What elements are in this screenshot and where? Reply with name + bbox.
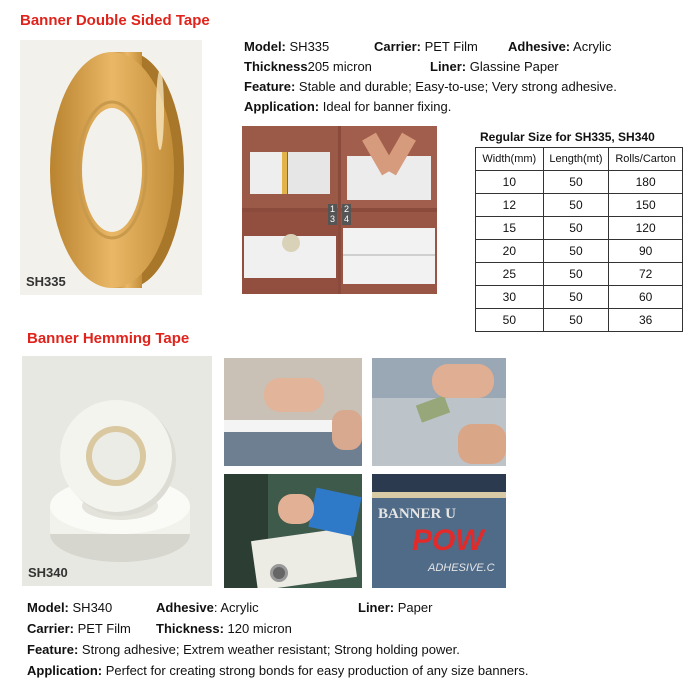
hemming-photo-4-banner xyxy=(372,474,506,588)
application-label-2: Application: xyxy=(27,663,103,678)
adhesive-label: Adhesive: xyxy=(508,39,571,54)
cell-width: 50 xyxy=(476,309,544,332)
carrier-value-2: PET Film xyxy=(77,621,131,636)
hemming-photo-3 xyxy=(224,474,362,588)
cell-length: 50 xyxy=(543,240,609,263)
thickness-label: Thickness xyxy=(244,59,308,74)
adhesive-value: Acrylic xyxy=(573,39,612,54)
adhesive-label-2: Adhesive xyxy=(156,600,214,615)
table-row xyxy=(476,286,683,309)
cell-length: 50 xyxy=(543,194,609,217)
banner-text-3: ADHESIVE.C xyxy=(428,562,495,574)
step-1-panel xyxy=(242,126,338,208)
cell-length: 50 xyxy=(543,263,609,286)
carrier-label: Carrier: xyxy=(374,39,421,54)
liner-label: Liner: xyxy=(430,59,467,74)
table-row xyxy=(476,194,683,217)
product-caption-sh335: SH335 xyxy=(26,274,66,289)
cell-rolls: 150 xyxy=(609,194,683,217)
cell-length: 50 xyxy=(543,286,609,309)
table-row xyxy=(476,309,683,332)
cell-width: 25 xyxy=(476,263,544,286)
model-value: SH335 xyxy=(289,39,330,54)
table-row xyxy=(476,171,683,194)
carrier-spec xyxy=(374,37,478,57)
thickness-label-2: Thickness: xyxy=(156,621,224,636)
table-row xyxy=(476,217,683,240)
banner-text-1: BANNER U xyxy=(378,506,456,522)
application-spec xyxy=(244,97,451,117)
model-label-2: Model: xyxy=(27,600,69,615)
liner-value-2: Paper xyxy=(397,600,433,615)
amber-tape-roll-image xyxy=(20,40,202,295)
size-table xyxy=(475,147,683,332)
cell-length: 50 xyxy=(543,309,609,332)
cell-rolls: 180 xyxy=(609,171,683,194)
size-table-title: Regular Size for SH335, SH340 xyxy=(480,130,655,144)
banner-text-2: POW xyxy=(412,524,484,557)
step-number-1: 1 xyxy=(330,204,336,214)
cell-rolls: 72 xyxy=(609,263,683,286)
cell-width: 12 xyxy=(476,194,544,217)
section-title-double-sided: Banner Double Sided Tape xyxy=(20,12,210,29)
step-number-2: 2 xyxy=(344,204,350,214)
model-label: Model: xyxy=(244,39,286,54)
feature-spec xyxy=(244,77,617,97)
feature-value-2: Strong adhesive; Extrem weather resistant; Strong holding power. xyxy=(81,642,460,657)
table-row xyxy=(476,240,683,263)
carrier-value: PET Film xyxy=(424,39,478,54)
sh340-product-photo xyxy=(22,356,212,586)
carrier-label-2: Carrier: xyxy=(27,621,74,636)
step-3-panel xyxy=(242,212,338,294)
section-title-hemming: Banner Hemming Tape xyxy=(27,330,190,347)
application-label: Application: xyxy=(244,99,320,114)
feature-spec-2 xyxy=(27,640,460,660)
application-spec-2 xyxy=(27,661,528,681)
header-rolls: Rolls/Carton xyxy=(609,148,683,171)
adhesive-value-2: : Acrylic xyxy=(213,600,259,615)
step-number-3: 3 xyxy=(330,214,336,224)
step-4-panel xyxy=(341,212,437,294)
liner-label-2: Liner: xyxy=(358,600,395,615)
thickness-value: 205 micron xyxy=(307,59,372,74)
adhesive-spec-2 xyxy=(156,598,259,618)
hemming-photo-1 xyxy=(224,358,362,466)
step-number-4: 4 xyxy=(344,214,350,224)
feature-value: Stable and durable; Easy-to-use; Very strong adhesive. xyxy=(298,79,617,94)
size-table-header-row xyxy=(476,148,683,171)
cell-rolls: 36 xyxy=(609,309,683,332)
thickness-spec-2 xyxy=(156,619,292,639)
header-length: Length(mt) xyxy=(543,148,609,171)
header-width: Width(mm) xyxy=(476,148,544,171)
cell-length: 50 xyxy=(543,171,609,194)
application-value-2: Perfect for creating strong bonds for easy production of any size banners. xyxy=(105,663,529,678)
liner-spec xyxy=(430,57,559,77)
cell-width: 10 xyxy=(476,171,544,194)
liner-spec-2 xyxy=(358,598,432,618)
model-spec-2 xyxy=(27,598,112,618)
application-value: Ideal for banner fixing. xyxy=(322,99,452,114)
sh335-product-photo xyxy=(20,40,202,295)
white-tape-rolls-image xyxy=(22,356,212,586)
cell-length: 50 xyxy=(543,217,609,240)
application-steps-photo xyxy=(242,126,437,294)
feature-label-2: Feature: xyxy=(27,642,79,657)
cell-rolls: 120 xyxy=(609,217,683,240)
model-value-2: SH340 xyxy=(72,600,113,615)
adhesive-spec xyxy=(508,37,611,57)
spec-line-1 xyxy=(244,37,329,57)
product-caption-sh340: SH340 xyxy=(28,565,68,580)
cell-rolls: 60 xyxy=(609,286,683,309)
step-2-panel xyxy=(341,126,437,208)
cell-width: 15 xyxy=(476,217,544,240)
cell-width: 20 xyxy=(476,240,544,263)
table-row xyxy=(476,263,683,286)
carrier-spec-2 xyxy=(27,619,131,639)
thickness-spec xyxy=(244,57,372,77)
cell-rolls: 90 xyxy=(609,240,683,263)
liner-value: Glassine Paper xyxy=(469,59,559,74)
hemming-photo-2 xyxy=(372,358,506,466)
thickness-value-2: 120 micron xyxy=(227,621,292,636)
cell-width: 30 xyxy=(476,286,544,309)
feature-label: Feature: xyxy=(244,79,296,94)
